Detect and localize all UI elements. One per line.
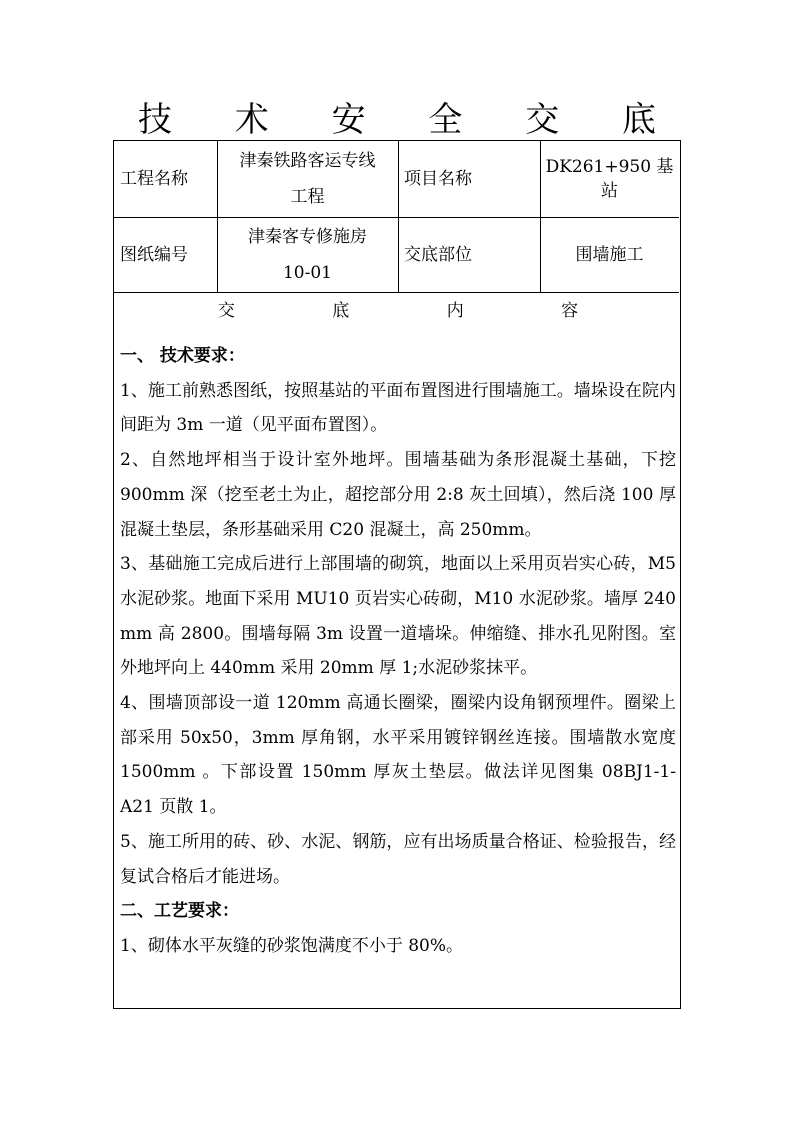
heading-technical-requirements: 一、 技术要求： [120, 346, 245, 366]
project-name-line-1: 津秦铁路客运专线 [239, 151, 376, 171]
handover-content [120, 339, 676, 964]
drawing-number-value [217, 217, 398, 292]
list-item: 3、基础施工完成后进行上部围墙的砌筑，地面以上采用页岩实心砖，M5 水泥砂浆。地面下采用 MU10 页岩实心砖砌，M10 水泥砂浆。墙厚 240 mm 高 2800。围墙每隔 3m 设置一道墙垛。伸缩缝、排水孔见附图。室外地坪向上 440mm 采用 20mm 厚 1;水泥砂浆抹平。 [120, 554, 676, 679]
project-name-line-2: 工程 [290, 187, 325, 207]
handover-part-value: 围墙施工 [575, 244, 644, 265]
item-name-label: 项目名称 [404, 169, 472, 189]
document-title: 技 术 安 全 交 底 [137, 100, 683, 140]
drawing-number-line-1: 津秦客专修施房 [248, 226, 367, 247]
project-name-label: 工程名称 [120, 169, 188, 189]
drawing-number-label: 图纸编号 [120, 244, 188, 265]
list-item: 4、围墙顶部设一道 120mm 高通长圈梁，圈梁内设角钢预埋件。圈梁上部采用 50x50，3mm 厚角钢，水平采用镀锌钢丝连接。围墙散水宽度 1500mm 。下部设置 150mm 厚灰土垫层。做法详见图集 08BJ1-1-A21 页散 1。 [120, 693, 676, 818]
list-item: 5、施工所用的砖、砂、水泥、钢筋，应有出场质量合格证、检验报告，经复试合格后才能进场。 [120, 831, 676, 887]
drawing-number-line-2: 10-01 [282, 262, 332, 283]
project-name-value [217, 141, 398, 217]
section-title: 交 底 内 容 [217, 301, 625, 321]
list-item: 1、砌体水平灰缝的砂浆饱满度不小于 80%。 [120, 935, 464, 956]
list-item: 2、自然地坪相当于设计室外地坪。围墙基础为条形混凝土基础，下挖 900mm 深（挖至老土为止，超挖部分用 2:8 灰土回填），然后浇 100 厚混凝土垫层，条形基础采用 C20 混凝土，高 250mm。 [120, 450, 676, 540]
handover-part-label: 交底部位 [404, 244, 472, 265]
row-divider [114, 292, 679, 293]
heading-process-requirements: 二、工艺要求： [120, 901, 239, 922]
list-item: 1、施工前熟悉图纸，按照基站的平面布置图进行围墙施工。墙垛设在院内间距为 3m 一道（见平面布置图）。 [120, 380, 676, 436]
handover-form [113, 140, 681, 1009]
item-name-value: DK261+950 基站 [545, 157, 674, 201]
